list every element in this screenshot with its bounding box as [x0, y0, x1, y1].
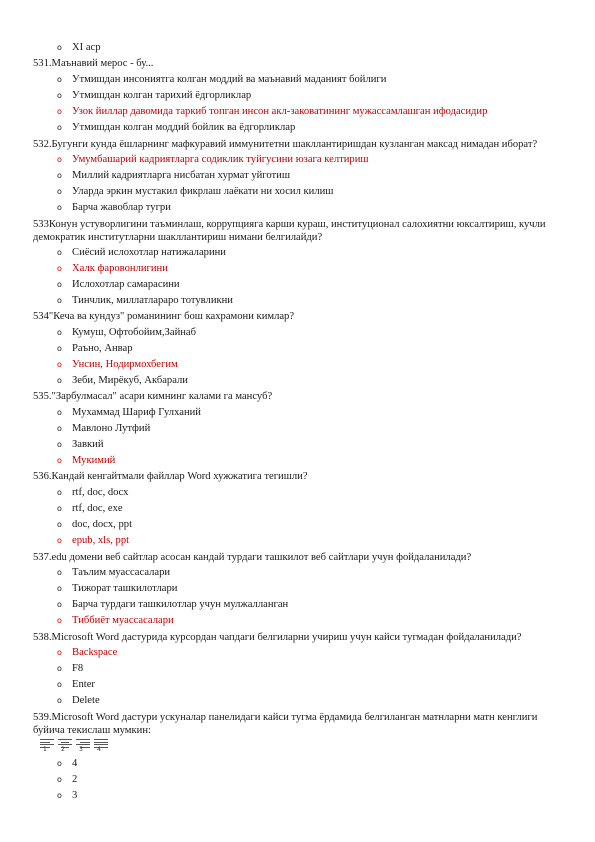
bullet-icon: o [57, 203, 62, 212]
icon-number: 3 [79, 746, 83, 753]
bullet-icon: o [57, 616, 62, 625]
bullet-icon: o [57, 187, 62, 196]
answer-text: Тиббиёт муассасалари [72, 615, 174, 626]
bullet-icon: o [57, 264, 62, 273]
bullet-icon: o [57, 456, 62, 465]
answer-text: Унсин, Нодирмохбегим [72, 359, 178, 370]
bullet-icon: o [57, 43, 62, 52]
answer-text: Утмишдан колган моддий бойлик ва ёдгорликлар [72, 122, 296, 133]
bullet-icon: o [57, 775, 62, 784]
question-text: 531.Маънавий мерос - бу... [33, 58, 154, 69]
answer-text: Раъно, Анвар [72, 343, 133, 354]
bullet-icon: o [57, 584, 62, 593]
answer-text: doc, docx, ppt [72, 519, 133, 530]
answer-text: 2 [72, 774, 78, 785]
answer-option-correct [0, 357, 595, 373]
answer-option [0, 581, 595, 597]
answer-option [0, 373, 595, 389]
answer-option [0, 501, 595, 517]
bullet-icon: o [57, 280, 62, 289]
question-text: 537.edu домени веб сайтлар асосан кандай турдаги ташкилот веб сайтлари учун фойдаланилади? [33, 552, 472, 563]
answer-option [0, 72, 595, 88]
answer-text: Зеби, Мирёкуб, Акбарали [72, 375, 188, 386]
bullet-icon: o [57, 328, 62, 337]
answer-option [0, 40, 595, 56]
bullet-icon: o [57, 664, 62, 673]
quiz-document [0, 40, 595, 804]
answer-text: Завкий [72, 439, 104, 450]
bullet-icon: o [57, 107, 62, 116]
bullet-icon: o [57, 680, 62, 689]
bullet-icon: o [57, 504, 62, 513]
answer-text: Таълим муассасалари [72, 567, 171, 578]
question-text: 539.Microsoft Word дастури ускуналар панелидаги кайси тугма ёрдамида белгиланган матнларни матн кенглиги буйича текислаш мумкин: [33, 712, 538, 736]
answer-option-correct [0, 152, 595, 168]
answer-option [0, 168, 595, 184]
answer-option [0, 325, 595, 341]
answer-text: 3 [72, 790, 78, 801]
answer-text: Миллий кадриятларга нисбатан хурмат уйготиш [72, 170, 291, 181]
answer-option [0, 421, 595, 437]
answer-text: Тинчлик, миллатлараро тотувликни [72, 295, 233, 306]
bullet-icon: o [57, 696, 62, 705]
text-align-icon [76, 738, 90, 754]
answer-option [0, 788, 595, 804]
answer-option [0, 341, 595, 357]
bullet-icon: o [57, 488, 62, 497]
answer-text: Халк фаровонлигини [72, 263, 168, 274]
question-text: 535."Зарбулмасал" асари кимнинг калами га мансуб? [33, 391, 273, 402]
answer-text: Умумбашарий кадриятларга содиклик туйгусини юзага келтириш [72, 154, 369, 165]
answer-option [0, 120, 595, 136]
answer-option [0, 184, 595, 200]
question-text: 536.Кандай кенгайтмали файллар Word хужжатига тегишли? [33, 471, 308, 482]
bullet-icon: o [57, 440, 62, 449]
answer-option [0, 293, 595, 309]
answer-text: rtf, doc, exe [72, 503, 123, 514]
answer-option-correct [0, 645, 595, 661]
answer-text: Delete [72, 695, 100, 706]
icon-number: 1 [43, 746, 47, 753]
answer-text: XI аср [72, 42, 101, 53]
bullet-icon: o [57, 568, 62, 577]
answer-option [0, 437, 595, 453]
answer-option [0, 597, 595, 613]
answer-option [0, 485, 595, 501]
answer-option [0, 693, 595, 709]
bullet-icon: o [57, 344, 62, 353]
answer-text: Мавлоно Лутфий [72, 423, 151, 434]
bullet-icon: o [57, 171, 62, 180]
question-text: 538.Microsoft Word дастурида курсордан чапдаги белгиларни учириш учун кайси тугмадан фойдаланилади? [33, 632, 522, 643]
bullet-icon: o [57, 360, 62, 369]
text-align-icon [40, 738, 54, 754]
answer-text: Уларда эркин мустакил фикрлаш лаёкати ни хосил килиш [72, 186, 334, 197]
icon-number: 4 [97, 746, 101, 753]
bullet-icon: o [57, 376, 62, 385]
answer-option-correct [0, 104, 595, 120]
text-align-icon [94, 738, 108, 754]
answer-option [0, 565, 595, 581]
bullet-icon: o [57, 408, 62, 417]
bullet-icon: o [57, 123, 62, 132]
answer-text: Тижорат ташкилотлари [72, 583, 178, 594]
bullet-icon: o [57, 759, 62, 768]
bullet-icon: o [57, 248, 62, 257]
icon-number: 2 [61, 746, 65, 753]
bullet-icon: o [57, 600, 62, 609]
answer-option [0, 772, 595, 788]
answer-text: Кумуш, Офтобойим,Зайнаб [72, 327, 197, 338]
bullet-icon: o [57, 424, 62, 433]
answer-option-correct [0, 613, 595, 629]
answer-option-correct [0, 453, 595, 469]
answer-text: Backspace [72, 647, 118, 658]
answer-text: rtf, doc, docx [72, 487, 129, 498]
bullet-icon: o [57, 155, 62, 164]
bullet-icon: o [57, 520, 62, 529]
answer-option [0, 88, 595, 104]
answer-text: Утмишдан инсониятга колган моддий ва маънавий маданият бойлиги [72, 74, 387, 85]
text-align-icon [58, 738, 72, 754]
answer-option [0, 661, 595, 677]
bullet-icon: o [57, 296, 62, 305]
answer-option [0, 200, 595, 216]
answer-text: Барча турдаги ташкилотлар учун мулжалланган [72, 599, 289, 610]
answer-text: Enter [72, 679, 95, 690]
answer-option-correct [0, 533, 595, 549]
answer-option [0, 677, 595, 693]
answer-option [0, 517, 595, 533]
answer-option [0, 245, 595, 261]
answer-option [0, 756, 595, 772]
answer-option-correct [0, 261, 595, 277]
answer-text: Мухаммад Шариф Гулханий [72, 407, 201, 418]
answer-text: Утмишдан колган тарихий ёдгорликлар [72, 90, 252, 101]
question-text: 533Конун устуворлигини таъминлаш, коррупцияга карши кураш, институционал салохиятни юксалтириш, кучли демократик институтларни шакллантириш нимани белгилайди? [33, 219, 546, 243]
question-text: 534"Кеча ва кундуз" романининг бош кахрамони кимлар? [33, 311, 295, 322]
answer-option [0, 405, 595, 421]
bullet-icon: o [57, 791, 62, 800]
answer-text: Мукимий [72, 455, 116, 466]
answer-option [0, 277, 595, 293]
answer-text: Барча жавоблар тугри [72, 202, 171, 213]
bullet-icon: o [57, 75, 62, 84]
answer-text: epub, xls, ppt [72, 535, 130, 546]
bullet-icon: o [57, 91, 62, 100]
answer-text: Сиёсий ислохотлар натижаларини [72, 247, 226, 258]
answer-text: Узок йиллар давомида таркиб топган инсон акл-заковатининг мужассамлашган ифодасидир [72, 106, 488, 117]
answer-text: F8 [72, 663, 84, 674]
alignment-icons [0, 738, 595, 756]
bullet-icon: o [57, 536, 62, 545]
question-text: 532.Бугунги кунда ёшларнинг мафкуравий иммунитетни шакллантиришдан кузланган максад нимадан иборат? [33, 139, 538, 150]
answer-text: Ислохотлар самарасини [72, 279, 180, 290]
answer-text: 4 [72, 758, 78, 769]
bullet-icon: o [57, 648, 62, 657]
